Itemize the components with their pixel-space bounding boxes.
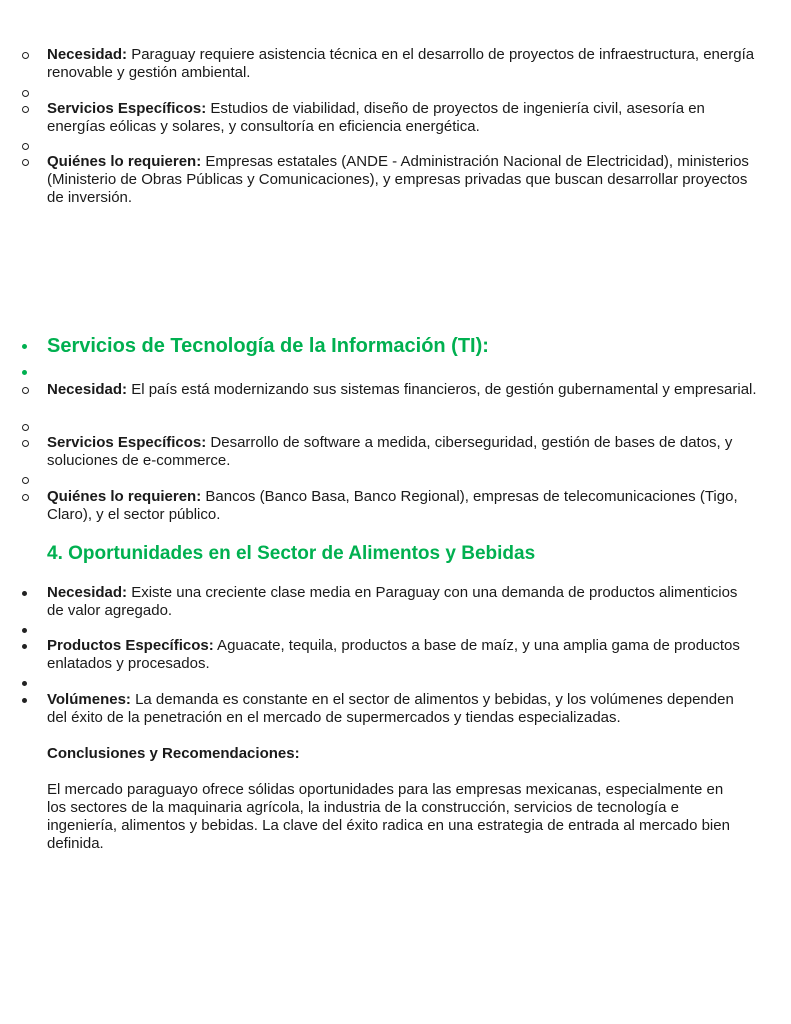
item-label: Quiénes lo requieren: <box>47 488 202 505</box>
list-item-text <box>47 434 757 470</box>
green-bullet-icon <box>22 334 34 358</box>
list-item-text <box>47 584 757 620</box>
circle-bullet-icon <box>22 488 34 506</box>
list-item-text <box>47 100 757 136</box>
item-label: Servicios Específicos: <box>47 100 207 117</box>
item-text: Bancos (Banco Basa, Banco Regional), empresas de telecomunicaciones (Tigo, Claro), y el sector público. <box>47 488 738 523</box>
item-text: Existe una creciente clase media en Paraguay con una demanda de productos alimenticios de valor agregado. <box>47 584 738 619</box>
circle-bullet-icon <box>22 471 34 489</box>
item-label: Volúmenes: <box>47 691 131 708</box>
list-item-text <box>47 637 757 673</box>
list-item-text <box>47 46 757 82</box>
disc-bullet-icon <box>22 674 34 692</box>
list-item-text <box>47 153 757 207</box>
item-text: Desarrollo de software a medida, ciberseguridad, gestión de bases de datos, y soluciones de e-commerce. <box>47 434 733 469</box>
conclusions-body: El mercado paraguayo ofrece sólidas oportunidades para las empresas mexicanas, especialmente en los sectores de la maquinaria agrícola, la industria de la construcción, servicios de tecnología e ingeniería, alimentos y bebidas. La clave del éxito radica en una estrategia de entrada al mercado bien definida. <box>47 781 730 852</box>
item-label: Necesidad: <box>47 46 128 63</box>
circle-bullet-icon <box>22 381 34 399</box>
disc-bullet-icon <box>22 691 34 709</box>
item-text: La demanda es constante en el sector de alimentos y bebidas, y los volúmenes dependen del éxito de la penetración en el mercado de supermercados y tiendas especializadas. <box>47 691 734 726</box>
item-label: Quiénes lo requieren: <box>47 153 202 170</box>
item-text: Aguacate, tequila, productos a base de maíz, y una amplia gama de productos enlatados y procesados. <box>47 637 740 672</box>
item-label: Productos Específicos: <box>47 637 214 654</box>
item-text: Paraguay requiere asistencia técnica en el desarrollo de proyectos de infraestructura, energía renovable y gestión ambiental. <box>47 46 755 81</box>
circle-bullet-icon <box>22 153 34 171</box>
item-label: Servicios Específicos: <box>47 434 207 451</box>
circle-bullet-icon <box>22 100 34 118</box>
circle-bullet-icon <box>22 46 34 64</box>
list-item-text <box>47 381 757 399</box>
disc-bullet-icon <box>22 637 34 655</box>
item-label: Necesidad: <box>47 381 128 398</box>
disc-bullet-icon <box>22 584 34 602</box>
list-item-text <box>47 691 757 727</box>
item-text: El país está modernizando sus sistemas financieros, de gestión gubernamental y empresarial. <box>127 381 757 398</box>
conclusions-heading: Conclusiones y Recomendaciones: <box>47 745 300 762</box>
food-section-heading: 4. Oportunidades en el Sector de Alimentos y Bebidas <box>47 543 536 564</box>
item-text: Empresas estatales (ANDE - Administración Nacional de Electricidad), ministerios (Ministerio de Obras Públicas y Comunicaciones), y empresas privadas que buscan desarrollar proyectos de inversión. <box>47 153 749 206</box>
circle-bullet-icon <box>22 434 34 452</box>
item-label: Necesidad: <box>47 584 128 601</box>
list-item-text <box>47 488 757 524</box>
it-services-heading: Servicios de Tecnología de la Información (TI): <box>47 335 489 357</box>
item-text: Estudios de viabilidad, diseño de proyectos de ingeniería civil, asesoría en energías eólicas y solares, y consultoría en eficiencia energética. <box>47 100 705 135</box>
green-bullet-icon <box>22 363 34 381</box>
